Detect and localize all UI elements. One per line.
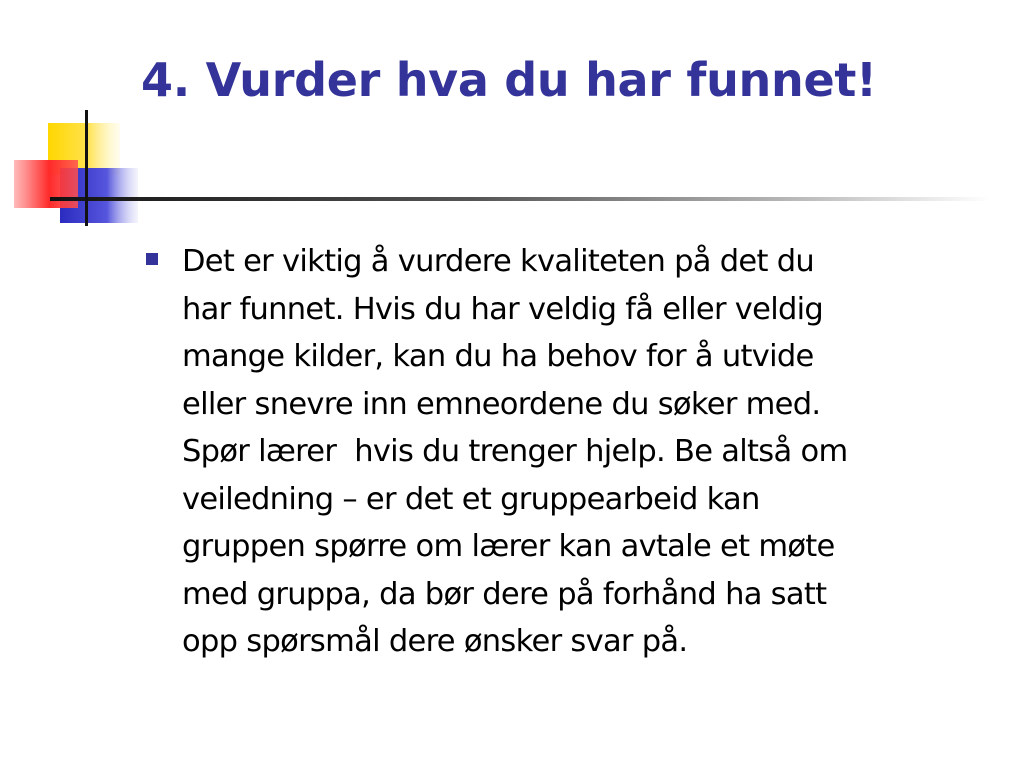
slide-title: 4. Vurder hva du har funnet!	[141, 53, 877, 107]
bullet-line: med gruppa, da bør dere på forhånd ha satt	[182, 576, 827, 612]
bullet-line: Spør lærer hvis du trenger hjelp. Be altså om	[182, 434, 848, 469]
bullet-line: veiledning – er det et gruppearbeid kan	[182, 481, 760, 517]
bullet-line: Det er viktig å vurdere kvaliteten på det du	[182, 244, 815, 279]
red-square-shape	[14, 160, 78, 208]
yellow-square-shape	[48, 123, 120, 175]
bullet-line: mange kilder, kan du ha behov for å utvide	[182, 339, 814, 374]
bullet-list	[146, 238, 1006, 666]
bullet-text	[182, 238, 1000, 666]
bullet-line: eller snevre inn emneordene du søker med.	[182, 386, 821, 422]
bullet-line: har funnet. Hvis du har veldig få eller veldig	[182, 291, 824, 327]
square-bullet-icon	[146, 253, 158, 265]
vertical-rule-line	[85, 110, 88, 226]
blue-square-shape	[60, 168, 138, 223]
bullet-line: opp spørsmål dere ønsker svar på.	[182, 624, 688, 659]
horizontal-rule-line	[50, 197, 990, 201]
decorative-header-graphic	[0, 0, 1024, 240]
bullet-line: gruppen spørre om lærer kan avtale et møte	[182, 529, 835, 564]
bullet-item	[146, 238, 1006, 666]
